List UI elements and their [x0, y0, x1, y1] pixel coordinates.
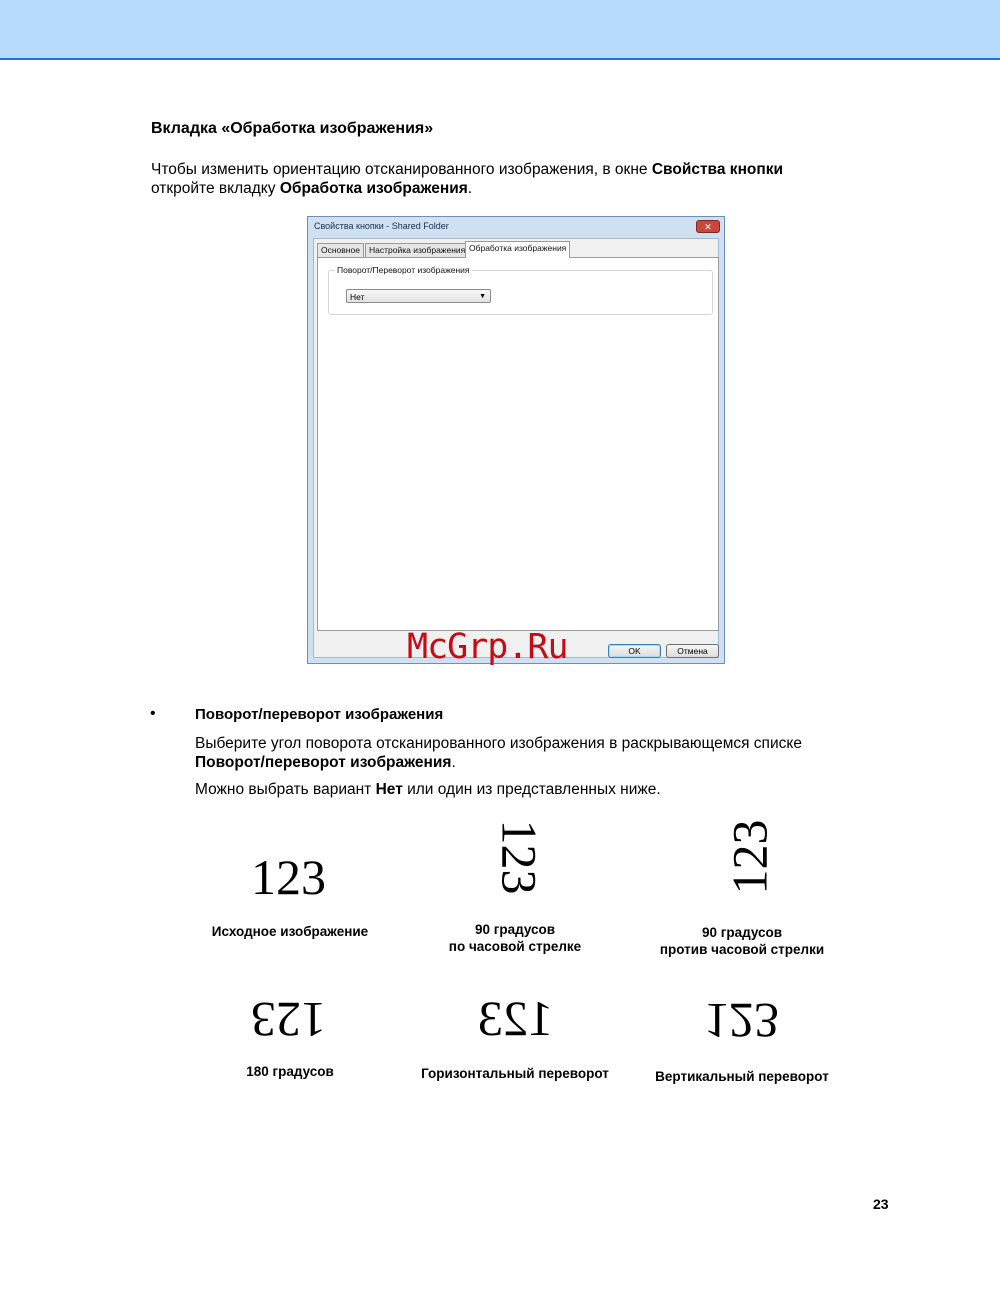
- sample-original: 123: [251, 849, 326, 905]
- sample-flip-vertical: 123: [704, 993, 779, 1049]
- caption-flip-horizontal: [395, 1065, 635, 1082]
- caption-line-2: против часовой стрелки: [659, 942, 825, 957]
- p1-text: Выберите угол поворота отсканированного изображения в раскрывающемся списке: [195, 735, 802, 752]
- p1-period: .: [451, 754, 456, 771]
- intro-paragraph: [151, 160, 871, 198]
- sample-flip-horizontal: 123: [478, 990, 553, 1046]
- tab-image-processing[interactable]: Обработка изображения: [465, 241, 570, 258]
- p2-text-end: или один из представленных ниже.: [402, 781, 661, 798]
- bullet-dot: •: [150, 705, 156, 722]
- caption-flip-vertical: [622, 1068, 862, 1085]
- rotation-select[interactable]: [346, 289, 491, 303]
- caption-line: Исходное изображение: [211, 924, 369, 939]
- intro-bold-tab: Обработка изображения: [279, 180, 468, 197]
- close-icon[interactable]: ✕: [696, 220, 720, 233]
- rotation-group-label: Поворот/Переворот изображения: [337, 265, 470, 275]
- button-properties-dialog: [307, 216, 725, 664]
- caption-line: 90 градусов: [474, 922, 556, 937]
- caption-rot90-cw: [395, 921, 635, 955]
- page-number: 23: [873, 1196, 889, 1212]
- bullet-paragraph-1: [195, 734, 875, 772]
- caption-rot90-ccw: [622, 924, 862, 958]
- caption-line: Вертикальный переворот: [655, 1069, 829, 1084]
- intro-period: .: [467, 180, 473, 197]
- dialog-client-area: [313, 238, 719, 658]
- sample-rot90-ccw-text: 123: [721, 819, 778, 895]
- tab-basic[interactable]: Основное: [317, 243, 364, 257]
- bullet-title: Поворот/переворот изображения: [195, 706, 444, 723]
- watermark: McGrp.Ru: [407, 627, 568, 667]
- sample-rot90-ccw: [712, 819, 787, 895]
- caption-line: 180 градусов: [246, 1064, 334, 1079]
- rotation-select-value: Нет: [350, 292, 365, 302]
- caption-line-2: по часовой стрелке: [448, 939, 582, 954]
- p1-bold: Поворот/переворот изображения: [195, 754, 452, 771]
- caption-original: [170, 923, 410, 940]
- intro-text: Чтобы изменить ориентацию отсканированного изображения, в окне: [151, 161, 652, 178]
- p2-text: Можно выбрать вариант: [195, 781, 376, 798]
- cancel-button[interactable]: Отмена: [666, 644, 719, 658]
- rotation-groupbox: [328, 265, 713, 315]
- tab-panel: [317, 257, 719, 631]
- tab-image-settings[interactable]: Настройка изображения: [365, 243, 469, 257]
- p2-bold: Нет: [375, 781, 403, 798]
- sample-rot90-cw: [482, 819, 557, 895]
- sample-rot90-cw-text: 123: [491, 819, 548, 895]
- bullet-paragraph-2: [195, 781, 661, 799]
- section-title: Вкладка «Обработка изображения»: [151, 120, 434, 137]
- caption-rot180: [170, 1063, 410, 1080]
- chevron-down-icon: ▼: [479, 293, 486, 300]
- caption-line: Горизонтальный переворот: [421, 1066, 609, 1081]
- sample-rot180: 123: [251, 992, 326, 1048]
- caption-line: 90 градусов: [701, 925, 783, 940]
- ok-button[interactable]: OK: [608, 644, 661, 658]
- intro-text-2: откройте вкладку: [151, 180, 280, 197]
- dialog-title: Свойства кнопки - Shared Folder: [314, 221, 449, 231]
- intro-bold-window: Свойства кнопки: [651, 161, 784, 178]
- header-band: [0, 0, 1000, 60]
